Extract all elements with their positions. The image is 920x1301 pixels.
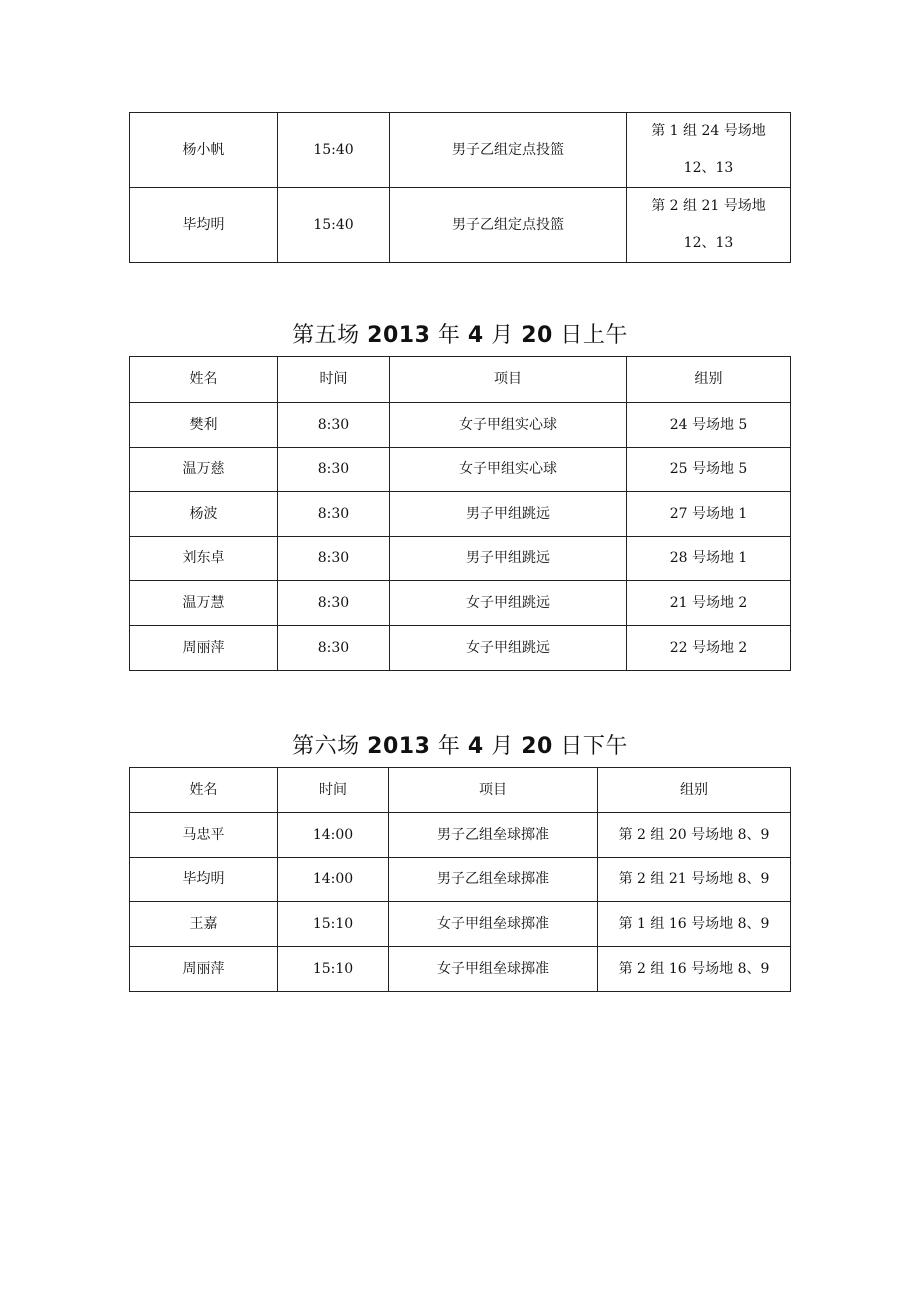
name-cell: 杨小帆 [130,113,278,188]
title-prefix: 第六场 [292,734,368,759]
table-row [130,537,791,581]
title-day: 20 [521,323,553,348]
time-cell: 14:00 [278,813,389,858]
header-name: 姓名 [130,357,278,403]
title-month-suffix: 月 [483,323,522,348]
table-row [130,113,791,188]
group-line-1: 第 2 组 21 号场地 [651,198,766,214]
title-year-suffix: 年 [430,323,468,348]
event-cell: 男子乙组定点投篮 [390,188,627,263]
title-year: 2013 [367,734,431,759]
name-cell: 王嘉 [130,902,278,947]
group-line-2: 12、13 [683,160,734,176]
section-6-title [0,729,920,760]
table-row [130,581,791,626]
time-cell: 14:00 [278,858,389,902]
event-cell: 女子甲组垒球掷准 [389,902,598,947]
group-cell: 22 号场地 2 [627,626,791,671]
title-day-suffix: 日下午 [552,734,628,759]
name-cell: 温万慈 [130,448,278,492]
title-prefix: 第五场 [292,323,368,348]
group-cell: 第 2 组 20 号场地 8、9 [598,813,791,858]
group-cell: 28 号场地 1 [627,537,791,581]
title-month: 4 [467,323,484,348]
table-row [130,188,791,263]
time-cell: 15:40 [278,113,390,188]
header-group: 组别 [598,768,791,813]
event-cell: 女子甲组实心球 [390,448,627,492]
time-cell: 15:10 [278,902,389,947]
table-row [130,492,791,537]
schedule-table-section-5 [129,356,791,671]
header-event: 项目 [389,768,598,813]
group-cell: 24 号场地 5 [627,403,791,448]
name-cell: 刘东卓 [130,537,278,581]
table-header-row [130,768,791,813]
table-row [130,858,791,902]
time-cell: 8:30 [278,626,390,671]
event-cell: 女子甲组实心球 [390,403,627,448]
header-time: 时间 [278,768,389,813]
event-cell: 男子甲组跳远 [390,492,627,537]
name-cell: 温万慧 [130,581,278,626]
table-row [130,403,791,448]
group-cell: 27 号场地 1 [627,492,791,537]
group-line-1: 第 1 组 24 号场地 [651,123,766,139]
header-event: 项目 [390,357,627,403]
group-cell: 第 2 组 21 号场地 8、9 [598,858,791,902]
name-cell: 樊利 [130,403,278,448]
title-day: 20 [521,734,553,759]
group-cell: 21 号场地 2 [627,581,791,626]
name-cell: 周丽萍 [130,626,278,671]
group-line-2: 12、13 [683,235,734,251]
event-cell: 男子乙组定点投篮 [390,113,627,188]
event-cell: 女子甲组跳远 [390,626,627,671]
time-cell: 8:30 [278,448,390,492]
event-cell: 男子甲组跳远 [390,537,627,581]
table-row [130,448,791,492]
title-month-suffix: 月 [483,734,522,759]
event-cell: 男子乙组垒球掷准 [389,813,598,858]
event-cell: 女子甲组垒球掷准 [389,947,598,992]
title-year: 2013 [367,323,431,348]
table-row [130,626,791,671]
table-header-row [130,357,791,403]
time-cell: 8:30 [278,581,390,626]
time-cell: 8:30 [278,492,390,537]
header-time: 时间 [278,357,390,403]
table-row [130,902,791,947]
table-row [130,947,791,992]
group-cell: 25 号场地 5 [627,448,791,492]
time-cell: 8:30 [278,403,390,448]
event-cell: 男子乙组垒球掷准 [389,858,598,902]
group-cell: 第 1 组 16 号场地 8、9 [598,902,791,947]
time-cell: 15:10 [278,947,389,992]
name-cell: 毕均明 [130,858,278,902]
table-row [130,813,791,858]
schedule-table-section-6 [129,767,791,992]
schedule-table-continued [129,112,791,263]
title-day-suffix: 日上午 [552,323,628,348]
title-month: 4 [467,734,484,759]
time-cell: 8:30 [278,537,390,581]
name-cell: 毕均明 [130,188,278,263]
header-group: 组别 [627,357,791,403]
group-cell [627,113,791,188]
header-name: 姓名 [130,768,278,813]
group-cell [627,188,791,263]
group-cell: 第 2 组 16 号场地 8、9 [598,947,791,992]
time-cell: 15:40 [278,188,390,263]
name-cell: 马忠平 [130,813,278,858]
name-cell: 杨波 [130,492,278,537]
title-year-suffix: 年 [430,734,468,759]
section-5-title [0,318,920,349]
name-cell: 周丽萍 [130,947,278,992]
event-cell: 女子甲组跳远 [390,581,627,626]
